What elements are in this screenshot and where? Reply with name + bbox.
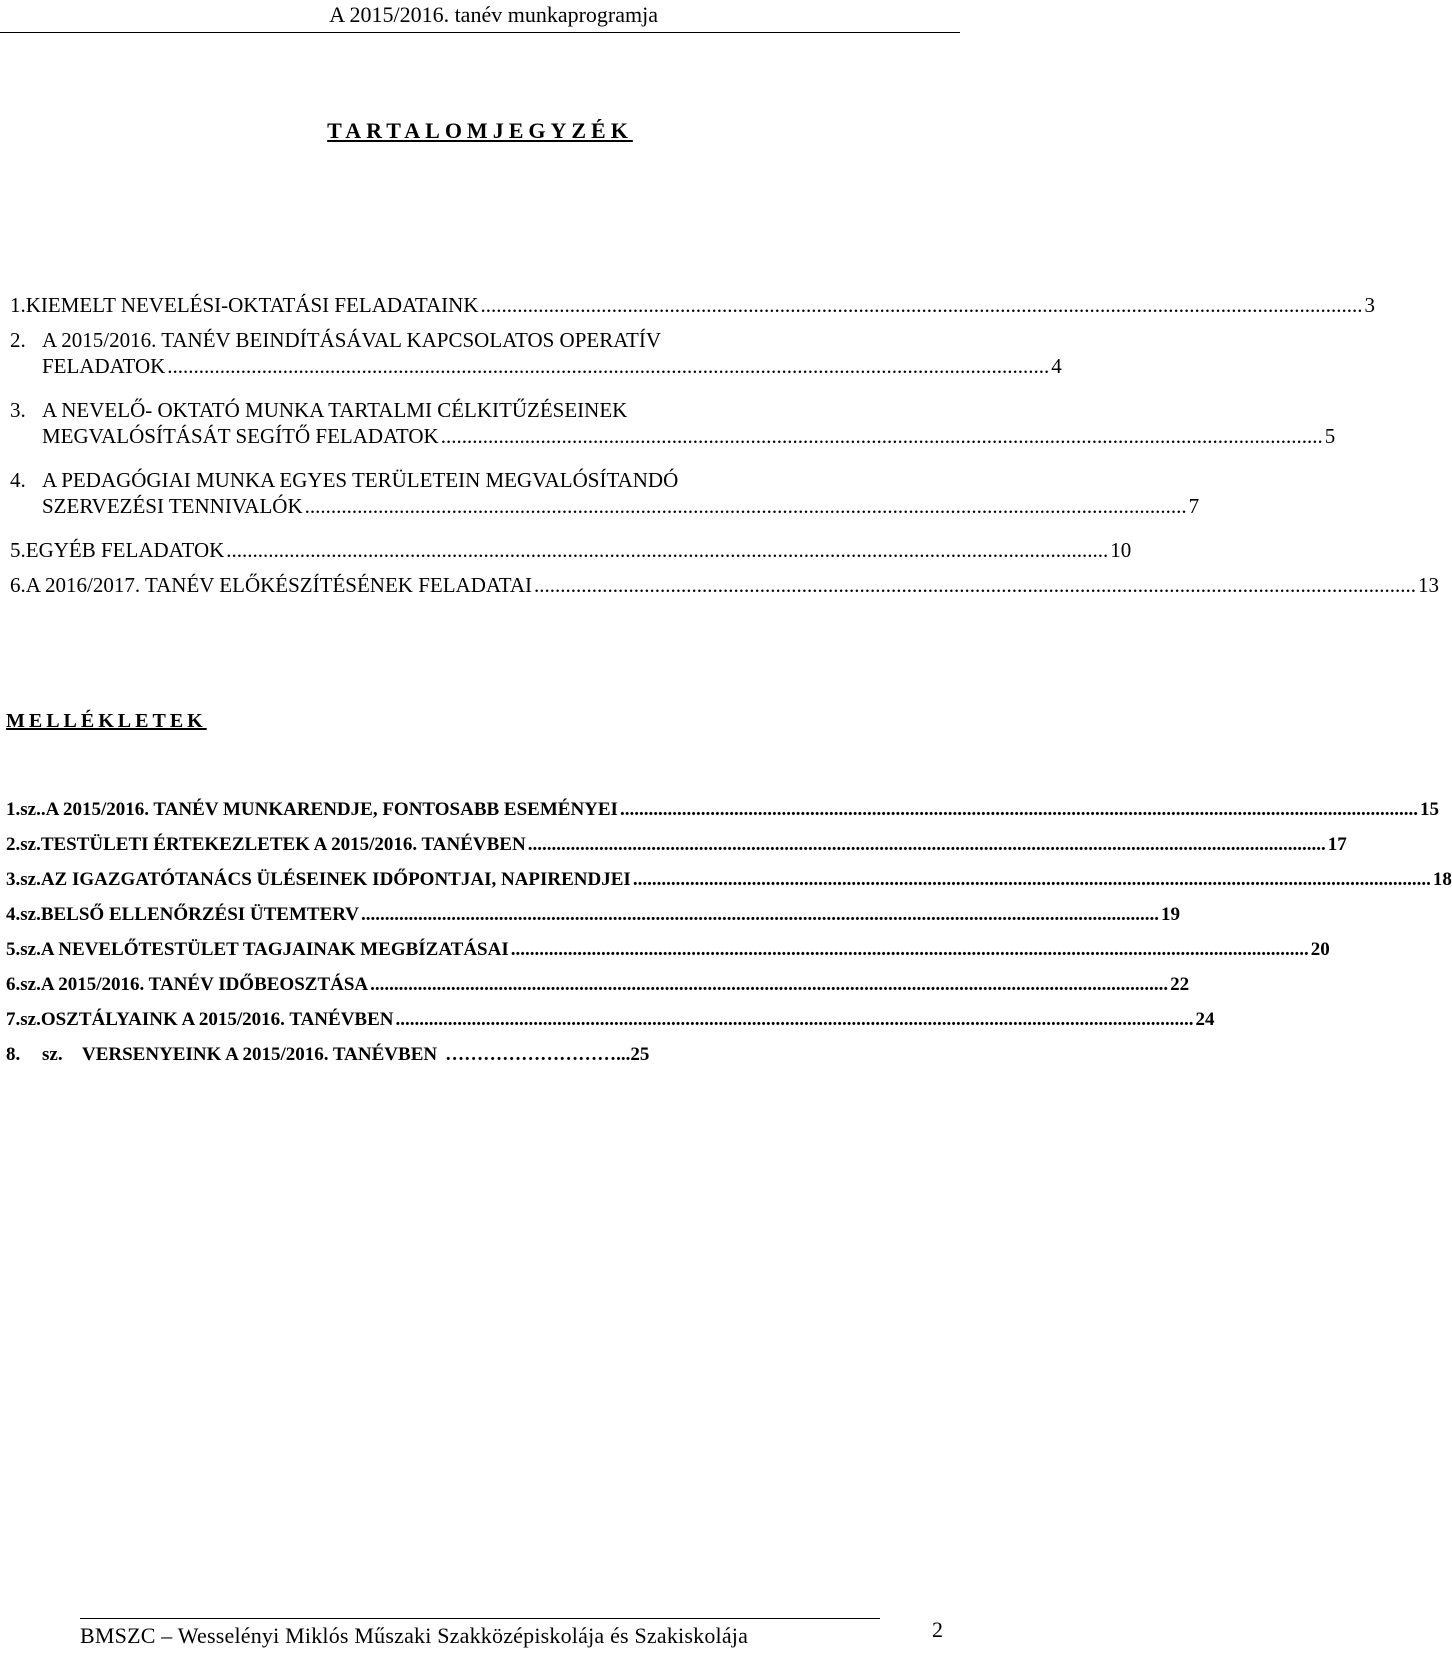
appendix-leader-dots: ........................................................................................................................................................................ [619, 799, 1418, 820]
appendix-page-number: 18 [1432, 869, 1452, 890]
appendix-page-number: 24 [1195, 1009, 1215, 1030]
appendix-page-number: 15 [1419, 799, 1439, 820]
appendix-number: 8. [6, 1044, 21, 1065]
appendix-entry-3[interactable] [6, 868, 1452, 892]
toc-entry-label: A 2016/2017. TANÉV ELŐKÉSZÍTÉSÉNEK FELADATAI [25, 573, 532, 597]
page-header [0, 0, 960, 33]
appendix-sz: sz. [42, 1044, 63, 1065]
appendix-leader-dots: ........................................................................................................................................................................ [632, 869, 1431, 890]
toc-entry-3[interactable] [10, 397, 1336, 449]
toc-entry-number: 5. [10, 538, 26, 562]
appendix-page-number: 17 [1327, 834, 1347, 855]
appendix-sz: sz. [20, 904, 41, 925]
appendix-page-number: 20 [1310, 939, 1330, 960]
appendix-leader-dots: ........................................................................................................................................................................ [527, 834, 1326, 855]
appendix-sz: sz. [20, 939, 41, 960]
header-title: A 2015/2016. tanév munkaprogramja [329, 2, 658, 27]
appendix-entry-5[interactable] [6, 938, 1330, 962]
toc-title: TARTALOMJEGYZÉK [327, 118, 633, 143]
toc-entry-number: 4. [10, 468, 26, 492]
toc-entry-number: 2. [10, 328, 26, 352]
toc-entry-label-cont: FELADATOK [42, 354, 166, 378]
appendix-sz: sz. [20, 834, 41, 855]
toc-page-number: 13 [1418, 573, 1439, 597]
appendix-label: TESTÜLETI ÉRTEKEZLETEK A 2015/2016. TANÉVBEN [40, 834, 526, 855]
appendix-page-number: 19 [1161, 904, 1181, 925]
toc-entry-number: 3. [10, 398, 26, 422]
appendix-leader-dots: ........................................................................................................................................................................ [361, 904, 1160, 925]
toc-entry-5[interactable] [10, 537, 1132, 563]
appendix-leader-dots: ........................................................................................................................................................................ [510, 939, 1309, 960]
appendix-label: VERSENYEINK A 2015/2016. TANÉVBEN [82, 1044, 438, 1065]
toc-entry-label: A NEVELŐ- OKTATÓ MUNKA TARTALMI CÉLKITŰZÉSEINEK [42, 398, 628, 422]
appendix-number: 1. [6, 799, 21, 820]
appendix-number: 5. [6, 939, 21, 960]
appendix-leader-dots: ........................................................................................................................................................................ [395, 1009, 1194, 1030]
toc-entry-label-cont: SZERVEZÉSI TENNIVALÓK [42, 494, 303, 518]
toc-entry-label: KIEMELT NEVELÉSI-OKTATÁSI FELADATAINK [25, 293, 479, 317]
appendix-sz: sz. [20, 974, 41, 995]
appendix-label: A 2015/2016. TANÉV IDŐBEOSZTÁSA [40, 974, 369, 995]
toc-page-number: 4 [1051, 354, 1062, 378]
toc-entry-number: 6. [10, 573, 26, 597]
appendix-label: OSZTÁLYAINK A 2015/2016. TANÉVBEN [40, 1009, 394, 1030]
appendix-entry-1[interactable] [6, 798, 1439, 822]
toc-page-number: 10 [1110, 538, 1132, 562]
toc-leader-dots: ........................................................................................................................................................................ [440, 424, 1323, 448]
appendix-number: 6. [6, 974, 21, 995]
appendix-entry-4[interactable] [6, 903, 1181, 927]
appendix-number: 4. [6, 904, 21, 925]
toc-page-number: 3 [1364, 293, 1376, 317]
appendix-sz: sz. [20, 869, 41, 890]
toc-leader-dots: ........................................................................................................................................................................ [167, 354, 1050, 378]
appendix-leader-dots: ………………………... [445, 1044, 631, 1065]
appendix-entry-8[interactable] [6, 1043, 936, 1067]
toc-entry-label-cont: MEGVALÓSÍTÁSÁT SEGÍTŐ FELADATOK [42, 424, 439, 448]
appendix-label: BELSŐ ELLENŐRZÉSI ÜTEMTERV [40, 904, 360, 925]
footer-divider [80, 1618, 880, 1619]
appendix-label: A NEVELŐTESTÜLET TAGJAINAK MEGBÍZATÁSAI [40, 939, 509, 960]
toc-entry-label: A PEDAGÓGIAI MUNKA EGYES TERÜLETEIN MEGVALÓSÍTANDÓ [42, 468, 679, 492]
appendix-page-number: 22 [1170, 974, 1190, 995]
toc-page-number: 7 [1188, 494, 1200, 518]
toc-leader-dots: ........................................................................................................................................................................ [534, 573, 1416, 597]
appendix-entry-2[interactable] [6, 833, 1347, 857]
toc-entry-4[interactable] [10, 467, 1200, 519]
footer-school-name: BMSZC – Wesselényi Miklós Műszaki Szakközépiskolája és Szakiskolája [80, 1623, 749, 1648]
toc-entry-label: EGYÉB FELADATOK [25, 538, 225, 562]
appendix-label: AZ IGAZGATÓTANÁCS ÜLÉSEINEK IDŐPONTJAI, NAPIRENDJEI [40, 869, 631, 890]
toc-leader-dots: ........................................................................................................................................................................ [480, 293, 1363, 317]
appendix-number: 7. [6, 1009, 21, 1030]
appendix-entry-7[interactable] [6, 1008, 1215, 1032]
appendix-number: 3. [6, 869, 21, 890]
appendix-sz: sz. [20, 1009, 41, 1030]
appendix-sz: sz.. [20, 799, 46, 820]
appendix-entry-6[interactable] [6, 973, 1190, 997]
appendix-label: A 2015/2016. TANÉV MUNKARENDJE, FONTOSABB ESEMÉNYEI [45, 799, 618, 820]
toc-entry-number: 1. [10, 293, 26, 317]
toc-leader-dots: ........................................................................................................................................................................ [304, 494, 1187, 518]
footer-page-number: 2 [932, 1617, 943, 1642]
appendix-leader-dots: ........................................................................................................................................................................ [370, 974, 1169, 995]
appendix-page-number: 25 [630, 1044, 650, 1065]
appendix-number: 2. [6, 834, 21, 855]
toc-entry-6[interactable] [10, 572, 1439, 598]
toc-entry-2[interactable] [10, 327, 1062, 379]
toc-entry-1[interactable] [10, 292, 1376, 318]
toc-page-number: 5 [1324, 424, 1336, 448]
appendix-title: MELLÉKLETEK [6, 710, 207, 732]
toc-entry-label: A 2015/2016. TANÉV BEINDÍTÁSÁVAL KAPCSOLATOS OPERATÍV [42, 328, 662, 352]
toc-leader-dots: ........................................................................................................................................................................ [226, 538, 1109, 562]
